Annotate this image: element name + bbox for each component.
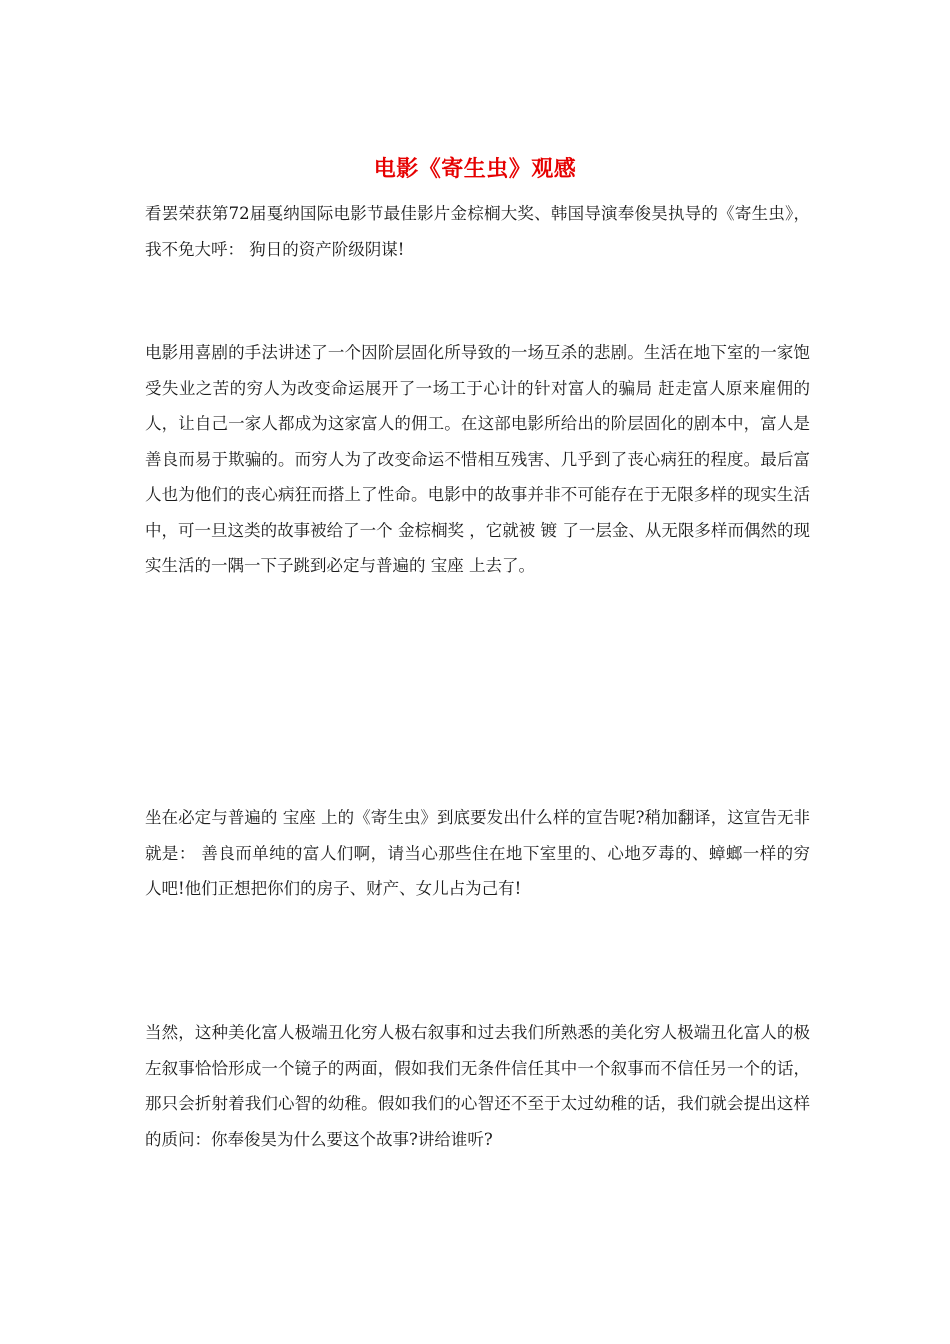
document-title: 电影《寄生虫》观感 (373, 156, 577, 182)
paragraph-declaration: 坐在必定与普遍的 宝座 上的《寄生虫》到底要发出什么样的宣告呢?稍加翻译，这宣告无非就是： 善良而单纯的富人们啊，请当心那些住在地下室里的、心地歹毒的、蟑螂一样的穷人吧!他们正想把你们的房子、财产、女儿占为己有! (145, 808, 810, 898)
paragraph-plot-summary: 电影用喜剧的手法讲述了一个因阶层固化所导致的一场互杀的悲剧。生活在地下室的一家饱受失业之苦的穷人为改变命运展开了一场工于心计的针对富人的骗局 赶走富人原来雇佣的人，让自己一家人都成为这家富人的佣工。在这部电影所给出的阶层固化的剧本中，富人是善良而易于欺骗的。而穷人为了改变命运不惜相互残害、几乎到了丧心病狂的程度。最后富人也为他们的丧心病狂而搭上了性命。电影中的故事并非不可能存在于无限多样的现实生活中，可一旦这类的故事被给了一个 金棕榈奖 ，它就被 镀 了一层金、从无限多样而偶然的现实生活的一隅一下子跳到必定与普遍的 宝座 上去了。 (145, 343, 810, 575)
paragraph-intro: 看罢荣获第72届戛纳国际电影节最佳影片金棕榈大奖、韩国导演奉俊昊执导的《寄生虫》，我不免大呼： 狗日的资产阶级阴谋! (145, 204, 810, 259)
paragraph-critique: 当然，这种美化富人极端丑化穷人极右叙事和过去我们所熟悉的美化穷人极端丑化富人的极左叙事恰恰形成一个镜子的两面，假如我们无条件信任其中一个叙事而不信任另一个的话，那只会折射着我们心智的幼稚。假如我们的心智还不至于太过幼稚的话，我们就会提出这样的质问：你奉俊昊为什么要这个故事?讲给谁听? (145, 1023, 810, 1149)
